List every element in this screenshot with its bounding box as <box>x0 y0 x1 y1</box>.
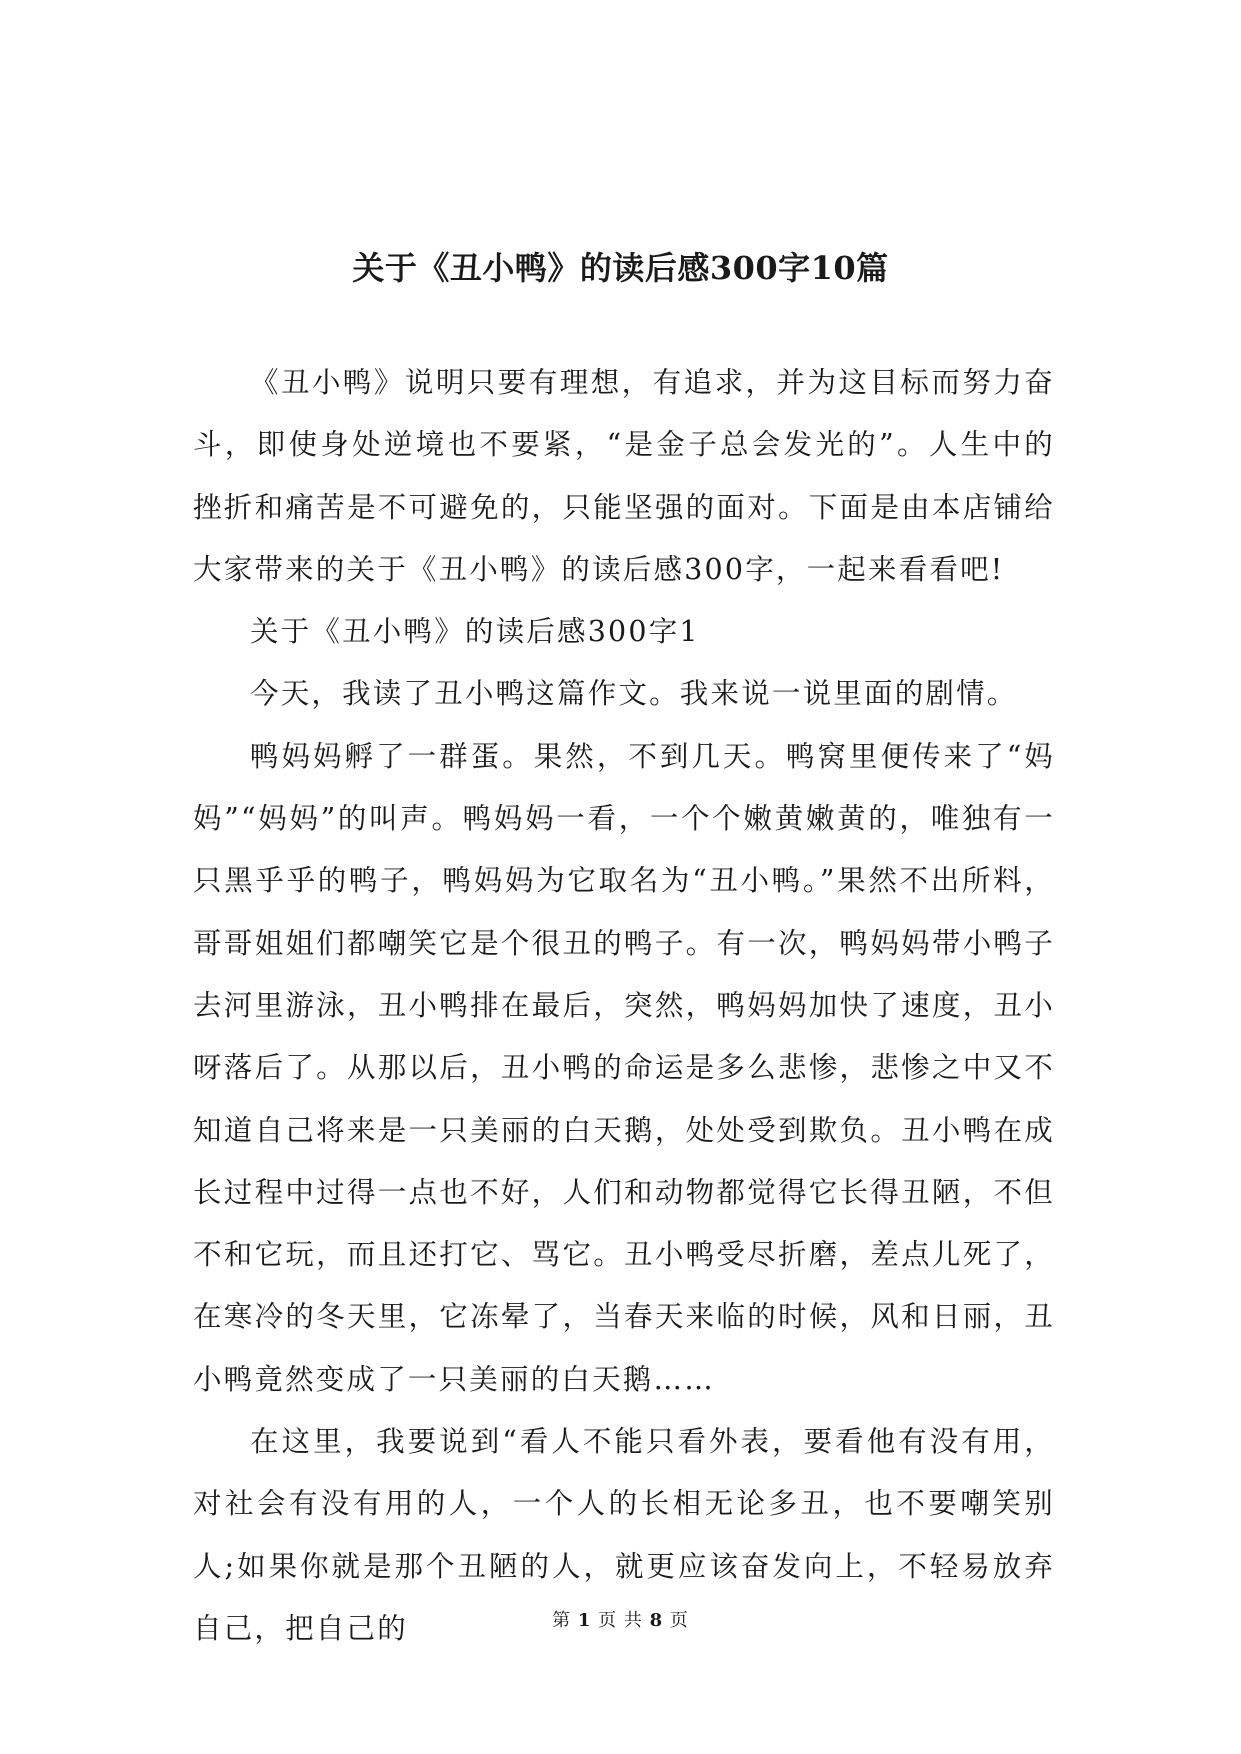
document-title: 关于《丑小鸭》的读后感300字10篇 <box>352 249 889 288</box>
body-paragraph: 今天，我读了丑小鸭这篇作文。我来说一说里面的剧情。 <box>250 677 1018 711</box>
intro-paragraph: 《丑小鸭》说明只要有理想，有追求，并为这目标而努力奋斗，即使身处逆境也不要紧，“是金子总会发光的”。人生中的挫折和痛苦是不可避免的，只能坚强的面对。下面是由本店铺给大家带来的关于《丑小鸭》的读后感300字，一起来看看吧! <box>193 366 1055 586</box>
section-heading: 关于《丑小鸭》的读后感300字1 <box>250 615 700 649</box>
footer-suffix: 页 <box>669 1610 689 1631</box>
body-paragraph: 在这里，我要说到“看人不能只看外表，要看他有没有用，对社会有没有用的人，一个人的长相无论多丑，也不要嘲笑别人;如果你就是那个丑陋的人，就更应该奋发向上，不轻易放弃自己，把自己的 <box>193 1425 1055 1645</box>
body-paragraph: 鸭妈妈孵了一群蛋。果然，不到几天。鸭窝里便传来了“妈妈”“妈妈”的叫声。鸭妈妈一看，一个个嫩黄嫩黄的，唯独有一只黑乎乎的鸭子，鸭妈妈为它取名为“丑小鸭。”果然不出所料，哥哥姐姐们都嘲笑它是个很丑的鸭子。有一次，鸭妈妈带小鸭子去河里游泳，丑小鸭排在最后，突然，鸭妈妈加快了速度，丑小呀落后了。从那以后，丑小鸭的命运是多么悲惨，悲惨之中又不知道自己将来是一只美丽的白天鹅，处处受到欺负。丑小鸭在成长过程中过得一点也不好，人们和动物都觉得它长得丑陋，不但不和它玩，而且还打它、骂它。丑小鸭受尽折磨，差点儿死了，在寒冷的冬天里，它冻晕了，当春天来临的时候，风和日丽，丑小鸭竟然变成了一只美丽的白天鹅…… <box>193 739 1055 1396</box>
footer-middle: 页 共 <box>598 1610 643 1631</box>
footer-prefix: 第 <box>552 1610 572 1631</box>
current-page-number: 1 <box>577 1610 592 1631</box>
page-footer <box>0 1609 1241 1633</box>
document-body <box>193 352 1055 1660</box>
total-pages-number: 8 <box>649 1610 664 1631</box>
